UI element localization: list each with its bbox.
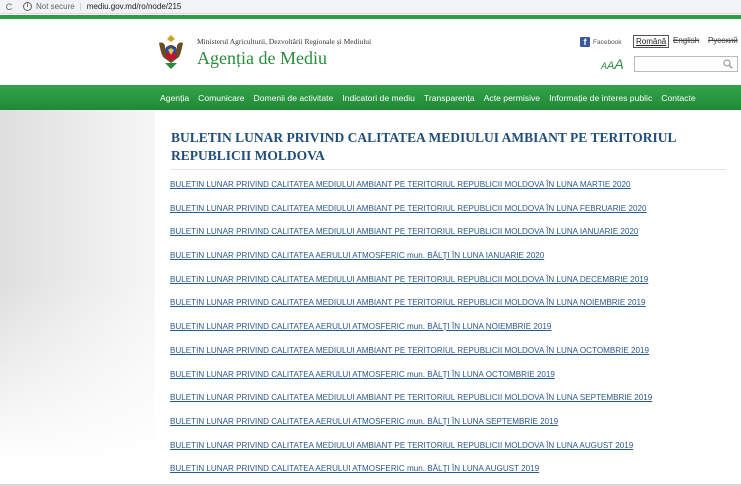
nav-item-agentia[interactable]: Agenția [160, 92, 190, 103]
bulletin-link[interactable]: BULETIN LUNAR PRIVIND CALITATEA MEDIULUI AMBIANT PE TERITORIUL REPUBLICII MOLDOVA ÎN LUNA NOIEMBRIE 2019 [170, 298, 646, 308]
nav-item-domenii[interactable]: Domenii de activitate [253, 92, 334, 103]
bulletin-link[interactable]: BULETIN LUNAR PRIVIND CALITATEA MEDIULUI AMBIANT PE TERITORIUL REPUBLICII MOLDOVA ÎN LUNA DECEMBRIE 2019 [170, 274, 649, 284]
nav-item-transparenta[interactable]: Transparența [423, 92, 475, 103]
nav-item-comunicare[interactable]: Comunicare [198, 92, 245, 103]
font-size-controls [601, 56, 624, 74]
info-icon[interactable]: i [23, 2, 32, 11]
nav-item-contacte[interactable]: Contacte [661, 92, 696, 103]
language-russian[interactable]: Русский [708, 36, 738, 45]
search-input[interactable] [634, 56, 738, 72]
bulletin-link[interactable]: BULETIN LUNAR PRIVIND CALITATEA AERULUI ATMOSFERIC mun. BĂLȚI ÎN LUNA OCTOMBRIE 2019 [170, 369, 555, 379]
page-title: BULETIN LUNAR PRIVIND CALITATEA MEDIULUI AMBIANT PE TERITORIUL REPUBLICII MOLDOVA [171, 130, 676, 163]
address-separator: | [79, 2, 82, 11]
bulletin-link[interactable]: BULETIN LUNAR PRIVIND CALITATEA AERULUI ATMOSFERIC mun. BĂLȚI ÎN LUNA SEPTEMBRIE 2019 [170, 416, 559, 426]
bulletin-link[interactable]: BULETIN LUNAR PRIVIND CALITATEA MEDIULUI AMBIANT PE TERITORIUL REPUBLICII MOLDOVA ÎN LUNA SEPTEMBRIE 2019 [170, 393, 653, 403]
bulletin-link[interactable]: BULETIN LUNAR PRIVIND CALITATEA MEDIULUI AMBIANT PE TERITORIUL REPUBLICII MOLDOVA ÎN LUNA OCTOMBRIE 2019 [170, 345, 649, 355]
bulletin-link[interactable]: BULETIN LUNAR PRIVIND CALITATEA MEDIULUI AMBIANT PE TERITORIUL REPUBLICII MOLDOVA ÎN LUNA MARTIE 2020 [170, 180, 631, 189]
main-navigation [0, 85, 741, 110]
sidebar-fade [0, 280, 155, 486]
facebook-link[interactable] [580, 37, 622, 47]
main-content [155, 110, 741, 486]
security-status[interactable]: Not secure [36, 2, 75, 11]
title-divider [171, 169, 726, 170]
font-size-large[interactable]: A [614, 56, 624, 72]
bulletin-link[interactable]: BULETIN LUNAR PRIVIND CALITATEA MEDIULUI AMBIANT PE TERITORIUL REPUBLICII MOLDOVA ÎN LUNA FEBRUARIE 2020 [170, 203, 647, 213]
bulletin-link[interactable]: BULETIN LUNAR PRIVIND CALITATEA MEDIULUI AMBIANT PE TERITORIUL REPUBLICII MOLDOVA ÎN LUNA AUGUST 2019 [170, 440, 634, 450]
bulletin-list [170, 178, 740, 486]
ministry-name: Ministerul Agriculturii, Dezvoltării Regionale și Mediului [197, 37, 372, 46]
nav-item-indicatori[interactable]: Indicatori de mediu [342, 92, 415, 103]
search-icon[interactable] [723, 59, 733, 69]
font-size-medium[interactable]: A [607, 60, 615, 72]
font-size-small[interactable]: A [601, 61, 608, 71]
bulletin-link[interactable]: BULETIN LUNAR PRIVIND CALITATEA AERULUI ATMOSFERIC mun. BĂLȚI ÎN LUNA AUGUST 2019 [170, 464, 540, 474]
site-title[interactable]: Agenția de Mediu [197, 48, 327, 68]
bulletin-link[interactable]: BULETIN LUNAR PRIVIND CALITATEA AERULUI ATMOSFERIC mun. BĂLȚI ÎN LUNA IANUARIE 2020 [170, 251, 545, 261]
url-field[interactable]: mediu.gov.md/ro/node/215 [86, 2, 182, 11]
language-romanian[interactable]: Română [633, 35, 669, 48]
language-english[interactable]: English [673, 36, 700, 45]
site-header [0, 19, 741, 85]
moldova-coat-of-arms-icon[interactable] [155, 33, 187, 71]
nav-item-informatie[interactable]: Informație de interes public [549, 92, 653, 103]
nav-item-acte[interactable]: Acte permisive [483, 92, 541, 103]
reload-icon[interactable]: C [5, 1, 13, 12]
browser-address-bar [0, 0, 741, 14]
facebook-label: Facebook [593, 38, 622, 46]
bulletin-link[interactable]: BULETIN LUNAR PRIVIND CALITATEA AERULUI ATMOSFERIC mun. BĂLȚI ÎN LUNA NOIEMBRIE 2019 [170, 322, 552, 332]
facebook-icon: f [580, 37, 590, 47]
bulletin-link[interactable]: BULETIN LUNAR PRIVIND CALITATEA MEDIULUI AMBIANT PE TERITORIUL REPUBLICII MOLDOVA ÎN LUNA IANUARIE 2020 [170, 227, 639, 237]
